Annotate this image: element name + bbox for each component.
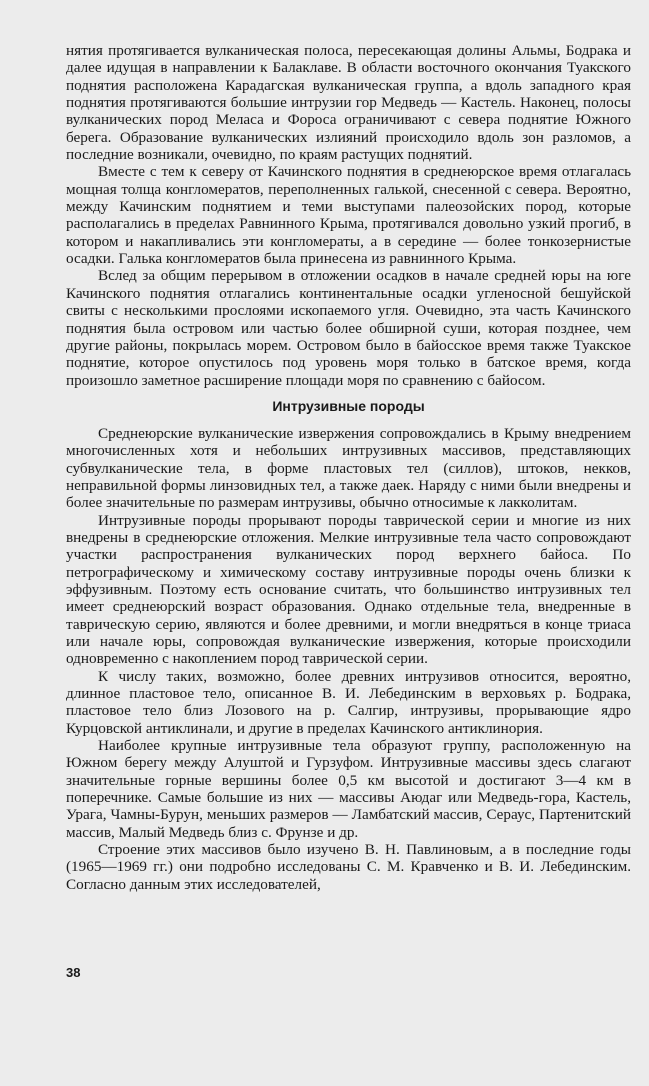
paragraph: Вместе с тем к северу от Качинского поднятия в среднеюрское время отлагалась мощная толща конгломератов, переполненных галькой, снесенной с севера. Вероятно, между Качинским поднятием и теми выступами палеозойских пород, которые располагались в пределах Равнинного Крыма, протягивался довольно узкий прогиб, в котором и накапливались эти конгломераты, а в середине — более тонкозернистые осадки. Галька конгломератов была принесена из равнинного Крыма. xyxy=(66,163,631,268)
body-text xyxy=(66,42,631,893)
paragraph: К числу таких, возможно, более древних интрузивов относится, вероятно, длинное пластовое тело, описанное В. И. Лебединским в верховьях р. Бодрака, пластовое тело близ Лозового на р. Салгир, интрузивы, прорывающие ядро Курцовской антиклинали, и другие в пределах Качинского антиклинория. xyxy=(66,667,631,737)
paragraph: Среднеюрские вулканические извержения сопровождались в Крыму внедрением многочисленных хотя и небольших интрузивных массивов, представляющих субвулканические тела, в форме пластовых тел (силлов), штоков, некков, неправильной формы линзовидных тел, а также даек. Наряду с ними были внедрены и более значительные по размерам интрузивы, обычно относимые к лакколитам. xyxy=(66,424,631,512)
section-heading: Интрузивные породы xyxy=(272,397,425,414)
paragraph: Интрузивные породы прорывают породы таврической серии и многие из них внедрены в среднеюрские отложения. Мелкие интрузивные тела часто сопровождают участки распространения вулканических пород верхнего байоса. По петрографическому и химическому составу интрузивные породы очень близки к эффузивным. Поэтому есть основание считать, что большинство интрузивных тел имеет среднеюрский возраст образования. Однако отдельные тела, внедренные в таврическую серию, являются и более древними, и могли внедряться в конце триаса или начале юры, сопровождая вулканические извержения, которые происходили одновременно с накоплением пород таврической серии. xyxy=(66,511,631,668)
paragraph: Наиболее крупные интрузивные тела образуют группу, расположенную на Южном берегу между Алуштой и Гурзуфом. Интрузивные массивы здесь слагают значительные горные вершины более 0,5 км высотой и достигают 3—4 км в поперечнике. Самые большие из них — массивы Аюдаг или Медведь-гора, Кастель, Урага, Чамны-Бурун, меньших размеров — Ламбатский массив, Сераус, Партенитский массив, Малый Медведь близ с. Фрунзе и др. xyxy=(66,737,631,841)
paragraph: Вслед за общим перерывом в отложении осадков в начале средней юры на юге Качинского поднятия отлагались континентальные осадки угленосной бешуйской свиты с несколькими прослоями ископаемого угля. Очевидно, эта часть Качинского поднятия была островом или частью более обширной суши, которая позднее, чем другие районы, покрылась морем. Островом было в байосское время также Туакское поднятие, которое опустилось под уровень моря только в батское время, когда произошло заметное расширение площади моря по сравнению с байосом. xyxy=(66,267,631,389)
paragraph: Строение этих массивов было изучено В. Н. Павлиновым, а в последние годы (1965—1969 гг.) они подробно исследованы С. М. Кравченко и В. И. Лебединским. Согласно данным этих исследователей, xyxy=(66,841,631,893)
page-number: 38 xyxy=(66,965,81,980)
paragraph-continuation: нятия протягивается вулканическая полоса, пересекающая долины Альмы, Бодрака и далее идущая в направлении к Балаклаве. В области восточного окончания Туакского поднятия расположена Карадагская вулканическая группа, а вдоль западного края поднятия протягиваются большие интрузии гор Медведь — Кастель. Наконец, полосы вулканических пород Меласа и Фороса ограничивают с севера поднятие Южного берега. Образование вулканических излияний происходило вдоль зон разломов, а последние возникали, очевидно, по краям растущих поднятий. xyxy=(66,42,631,164)
